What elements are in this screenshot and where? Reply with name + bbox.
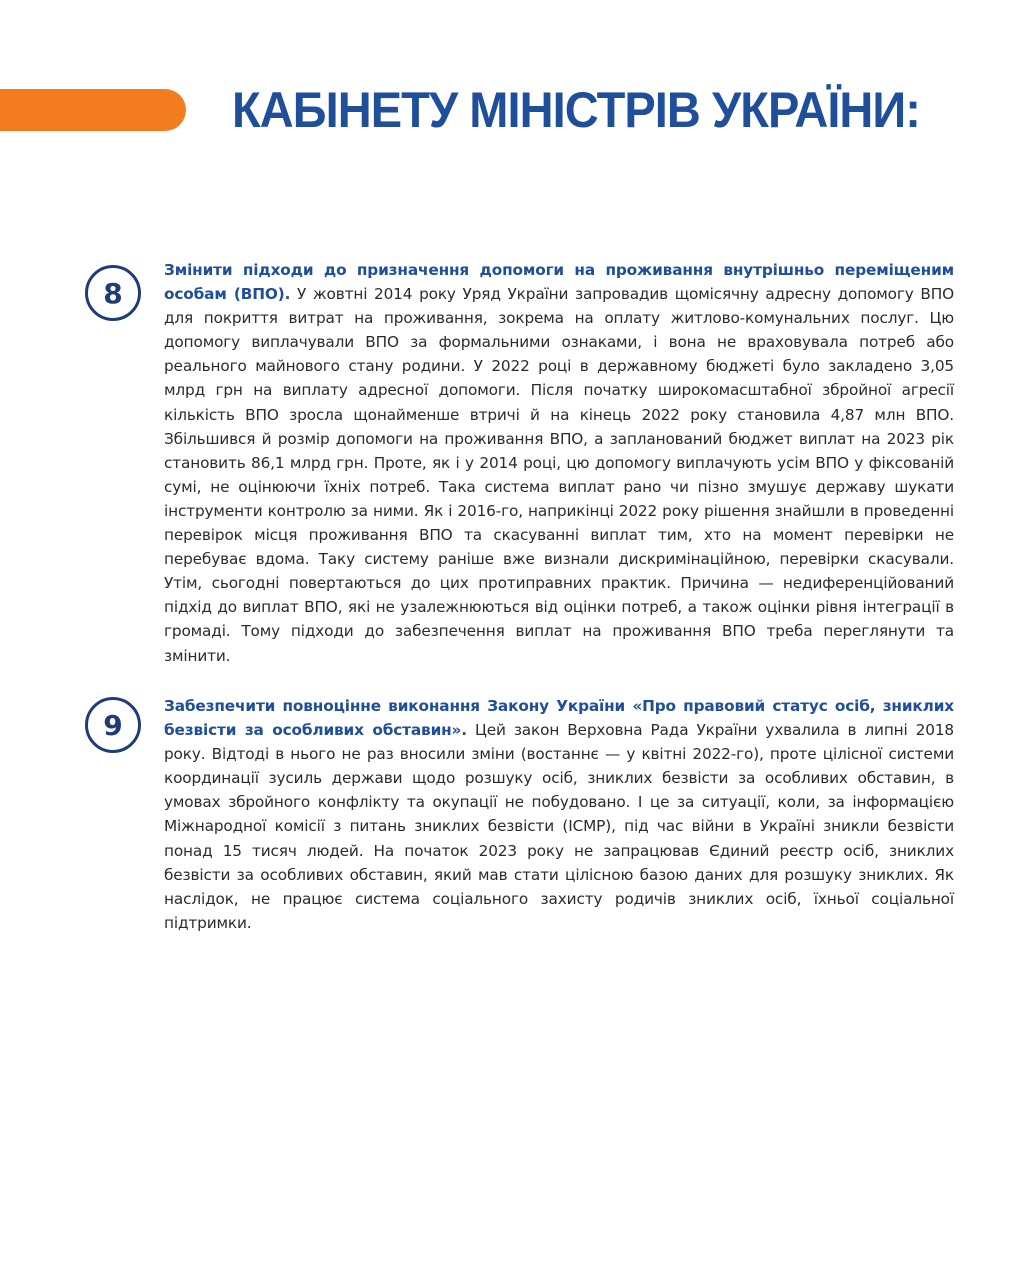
recommendation-text xyxy=(164,694,954,935)
page-title: КАБІНЕТУ МІНІСТРІВ УКРАЇНИ: xyxy=(232,82,920,138)
orange-accent-bar xyxy=(0,89,186,131)
recommendation-text xyxy=(164,258,954,668)
recommendation-lead: Змінити підходи до призначення допомоги на проживання внутрішньо переміщеним особам (ВПО). xyxy=(164,261,954,304)
recommendation-body: Цей закон Верховна Рада України ухвалила в липні 2018 року. Відтоді в нього не раз вносили зміни (востаннє — у квітні 2022-го), проте цілісної системи координації зусиль держави щодо розшуку осіб, зниклих безвісти за особливих обставин, в умовах збройного конфлікту та окупації не побудовано. І це за ситуації, коли, за інформацією Міжнародної комісії з питань зниклих безвісти (ICMP), під час війни в Україні зникли безвісти понад 15 тисяч людей. На початок 2023 року не запрацював Єдиний реєстр осіб, зниклих безвісти за особливих обставин, який мав стати цілісною базою даних для розшуку зниклих. Як наслідок, не працює система соціального захисту родичів зниклих осіб, їхньої соціальної підтримки. xyxy=(164,721,954,932)
recommendation-lead: Забезпечити повноцінне виконання Закону України «Про правовий статус осіб, зниклих безвісти за особливих обставин». xyxy=(164,697,954,740)
number-badge: 8 xyxy=(85,265,141,321)
recommendation-body: У жовтні 2014 року Уряд України запровадив щомісячну адресну допомогу ВПО для покриття витрат на проживання, зокрема на оплату житлово-комунальних послуг. Цю допомогу виплачували ВПО за формальними ознаками, і вона не враховувала потреб або реального майнового стану родини. У 2022 році в державному бюджеті було закладено 3,05 млрд грн на виплату адресної допомоги. Після початку широкомасштабної збройної агресії кількість ВПО зросла щонайменше втричі й на кінець 2022 року становила 4,87 млн ВПО. Збільшився й розмір допомоги на проживання ВПО, а запланований бюджет виплат на 2023 рік становить 86,1 млрд грн. Проте, як і у 2014 році, цю допомогу виплачують усім ВПО у фіксованій сумі, не оцінюючи їхніх потреб. Така система виплат рано чи пізно змушує державу шукати інструменти контролю за ними. Як і 2016-го, наприкінці 2022 року рішення знайшли в проведенні перевірок місця проживання ВПО та скасуванні виплат тим, хто на момент перевірки не перебуває вдома. Таку систему раніше вже визнали дискримінаційною, перевірки скасували. Утім, сьогодні повертаються до цих протиправних практик. Причина — недиференційований підхід до виплат ВПО, які не узалежнюються від оцінки потреб, а також оцінки рівня інтеграції в громаді. Тому підходи до забезпечення виплат на проживання ВПО треба переглянути та змінити. xyxy=(164,285,954,665)
number-badge: 9 xyxy=(85,697,141,753)
